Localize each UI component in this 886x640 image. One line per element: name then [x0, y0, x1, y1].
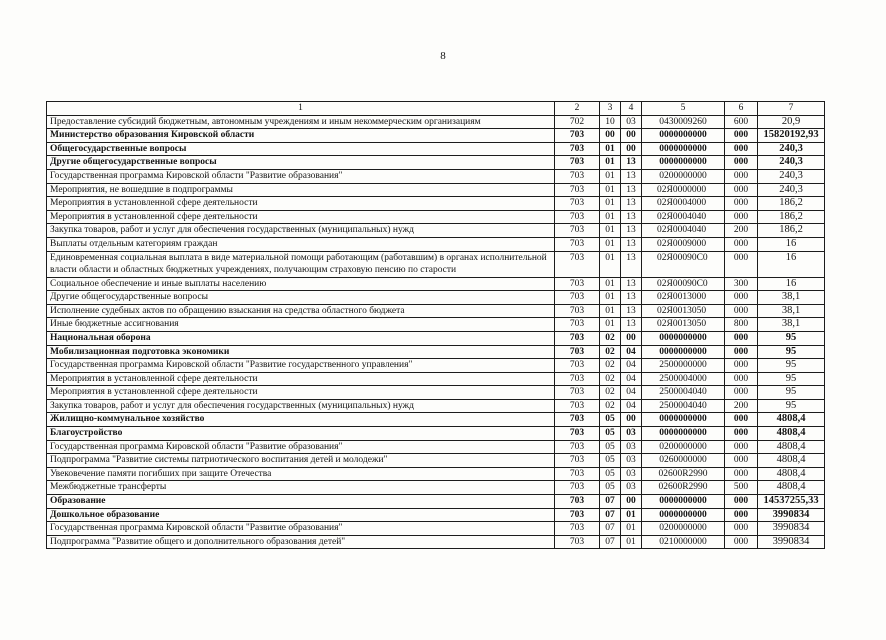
section-code-cell: 02 [600, 359, 621, 373]
subsection-code-cell: 13 [621, 169, 642, 183]
subsection-code-cell: 01 [621, 508, 642, 522]
ministry-code-cell: 703 [555, 399, 600, 413]
section-code-cell: 02 [600, 331, 621, 345]
budget-item-name-cell: Мероприятия в установленной сфере деятельности [47, 197, 555, 211]
target-article-code-cell: 0200000000 [642, 522, 725, 536]
header-cell: 3 [600, 102, 621, 116]
ministry-code-cell: 703 [555, 386, 600, 400]
amount-cell: 38,1 [758, 304, 825, 318]
expense-type-code-cell: 000 [725, 156, 758, 170]
target-article-code-cell: 0000000000 [642, 413, 725, 427]
budget-item-name-cell: Мобилизационная подготовка экономики [47, 345, 555, 359]
table-row [47, 454, 825, 468]
section-code-cell: 07 [600, 522, 621, 536]
target-article-code-cell: 0000000000 [642, 427, 725, 441]
budget-item-name-cell: Другие общегосударственные вопросы [47, 291, 555, 305]
target-article-code-cell: 0000000000 [642, 508, 725, 522]
budget-item-name-cell: Мероприятия, не вошедшие в подпрограммы [47, 183, 555, 197]
budget-item-name-cell: Другие общегосударственные вопросы [47, 156, 555, 170]
budget-item-name-cell: Исполнение судебных актов по обращению взыскания на средства областного бюджета [47, 304, 555, 318]
section-code-cell: 01 [600, 304, 621, 318]
amount-cell: 15820192,93 [758, 129, 825, 143]
expense-type-code-cell: 000 [725, 522, 758, 536]
ministry-code-cell: 703 [555, 129, 600, 143]
table-row [47, 440, 825, 454]
budget-table [46, 101, 825, 549]
expense-type-code-cell: 600 [725, 115, 758, 129]
expense-type-code-cell: 000 [725, 237, 758, 251]
budget-item-name-cell: Государственная программа Кировской области "Развитие образования" [47, 522, 555, 536]
budget-item-name-cell: Образование [47, 495, 555, 509]
subsection-code-cell: 03 [621, 481, 642, 495]
header-cell: 4 [621, 102, 642, 116]
expense-type-code-cell: 000 [725, 413, 758, 427]
subsection-code-cell: 00 [621, 331, 642, 345]
ministry-code-cell: 703 [555, 197, 600, 211]
section-code-cell: 01 [600, 156, 621, 170]
amount-cell: 3990834 [758, 535, 825, 549]
table-row [47, 142, 825, 156]
subsection-code-cell: 13 [621, 291, 642, 305]
amount-cell: 95 [758, 399, 825, 413]
table-row [47, 372, 825, 386]
section-code-cell: 05 [600, 413, 621, 427]
subsection-code-cell: 04 [621, 372, 642, 386]
target-article-code-cell: 0000000000 [642, 129, 725, 143]
amount-cell: 240,3 [758, 169, 825, 183]
subsection-code-cell: 04 [621, 359, 642, 373]
target-article-code-cell: 02Я0009000 [642, 237, 725, 251]
amount-cell: 4808,4 [758, 427, 825, 441]
amount-cell: 3990834 [758, 508, 825, 522]
ministry-code-cell: 703 [555, 291, 600, 305]
header-cell: 1 [47, 102, 555, 116]
amount-cell: 4808,4 [758, 440, 825, 454]
table-row [47, 331, 825, 345]
expense-type-code-cell: 000 [725, 210, 758, 224]
expense-type-code-cell: 000 [725, 169, 758, 183]
section-code-cell: 01 [600, 237, 621, 251]
subsection-code-cell: 03 [621, 115, 642, 129]
amount-cell: 4808,4 [758, 413, 825, 427]
budget-item-name-cell: Благоустройство [47, 427, 555, 441]
expense-type-code-cell: 200 [725, 224, 758, 238]
table-row [47, 291, 825, 305]
expense-type-code-cell: 000 [725, 304, 758, 318]
target-article-code-cell: 0430009260 [642, 115, 725, 129]
expense-type-code-cell: 000 [725, 331, 758, 345]
ministry-code-cell: 703 [555, 304, 600, 318]
subsection-code-cell: 01 [621, 522, 642, 536]
section-code-cell: 01 [600, 291, 621, 305]
amount-cell: 95 [758, 331, 825, 345]
target-article-code-cell: 0000000000 [642, 142, 725, 156]
section-code-cell: 01 [600, 277, 621, 291]
section-code-cell: 05 [600, 427, 621, 441]
table-header-row [47, 102, 825, 116]
expense-type-code-cell: 300 [725, 277, 758, 291]
section-code-cell: 02 [600, 386, 621, 400]
section-code-cell: 05 [600, 440, 621, 454]
budget-item-name-cell: Жилищно-коммунальное хозяйство [47, 413, 555, 427]
ministry-code-cell: 703 [555, 345, 600, 359]
amount-cell: 186,2 [758, 197, 825, 211]
section-code-cell: 01 [600, 224, 621, 238]
amount-cell: 95 [758, 386, 825, 400]
subsection-code-cell: 00 [621, 495, 642, 509]
table-row [47, 210, 825, 224]
subsection-code-cell: 03 [621, 440, 642, 454]
budget-item-name-cell: Социальное обеспечение и иные выплаты населению [47, 277, 555, 291]
subsection-code-cell: 04 [621, 345, 642, 359]
table-row [47, 277, 825, 291]
expense-type-code-cell: 800 [725, 318, 758, 332]
target-article-code-cell: 2500004040 [642, 399, 725, 413]
amount-cell: 240,3 [758, 142, 825, 156]
target-article-code-cell: 2500004000 [642, 372, 725, 386]
table-row [47, 535, 825, 549]
ministry-code-cell: 703 [555, 169, 600, 183]
budget-item-name-cell: Закупка товаров, работ и услуг для обеспечения государственных (муниципальных) нужд [47, 224, 555, 238]
target-article-code-cell: 0000000000 [642, 345, 725, 359]
expense-type-code-cell: 000 [725, 197, 758, 211]
budget-table-body [47, 115, 825, 549]
budget-item-name-cell: Предоставление субсидий бюджетным, автономным учреждениям и иным некоммерческим организациям [47, 115, 555, 129]
target-article-code-cell: 0210000000 [642, 535, 725, 549]
amount-cell: 38,1 [758, 291, 825, 305]
subsection-code-cell: 13 [621, 210, 642, 224]
amount-cell: 4808,4 [758, 467, 825, 481]
header-cell: 5 [642, 102, 725, 116]
ministry-code-cell: 703 [555, 251, 600, 277]
ministry-code-cell: 703 [555, 237, 600, 251]
ministry-code-cell: 703 [555, 413, 600, 427]
amount-cell: 38,1 [758, 318, 825, 332]
section-code-cell: 02 [600, 345, 621, 359]
ministry-code-cell: 703 [555, 508, 600, 522]
target-article-code-cell: 02Я0004040 [642, 224, 725, 238]
amount-cell: 4808,4 [758, 454, 825, 468]
expense-type-code-cell: 000 [725, 359, 758, 373]
subsection-code-cell: 13 [621, 318, 642, 332]
table-row [47, 197, 825, 211]
table-row [47, 115, 825, 129]
target-article-code-cell: 02Я0004000 [642, 197, 725, 211]
budget-item-name-cell: Выплаты отдельным категориям граждан [47, 237, 555, 251]
section-code-cell: 00 [600, 129, 621, 143]
table-row [47, 359, 825, 373]
subsection-code-cell: 13 [621, 224, 642, 238]
budget-item-name-cell: Подпрограмма "Развитие общего и дополнительного образования детей" [47, 535, 555, 549]
target-article-code-cell: 0200000000 [642, 440, 725, 454]
table-row [47, 522, 825, 536]
target-article-code-cell: 0000000000 [642, 156, 725, 170]
subsection-code-cell: 13 [621, 237, 642, 251]
target-article-code-cell: 02Я0013050 [642, 318, 725, 332]
target-article-code-cell: 0260000000 [642, 454, 725, 468]
ministry-code-cell: 703 [555, 224, 600, 238]
table-row [47, 508, 825, 522]
amount-cell: 20,9 [758, 115, 825, 129]
ministry-code-cell: 703 [555, 331, 600, 345]
target-article-code-cell: 02Я0000000 [642, 183, 725, 197]
expense-type-code-cell: 000 [725, 495, 758, 509]
section-code-cell: 05 [600, 481, 621, 495]
budget-item-name-cell: Подпрограмма "Развитие системы патриотического воспитания детей и молодежи" [47, 454, 555, 468]
budget-item-name-cell: Государственная программа Кировской области "Развитие государственного управления" [47, 359, 555, 373]
expense-type-code-cell: 000 [725, 183, 758, 197]
amount-cell: 16 [758, 251, 825, 277]
section-code-cell: 01 [600, 197, 621, 211]
section-code-cell: 01 [600, 183, 621, 197]
amount-cell: 95 [758, 359, 825, 373]
section-code-cell: 01 [600, 142, 621, 156]
table-row [47, 481, 825, 495]
section-code-cell: 01 [600, 169, 621, 183]
subsection-code-cell: 04 [621, 399, 642, 413]
header-cell: 2 [555, 102, 600, 116]
expense-type-code-cell: 000 [725, 386, 758, 400]
ministry-code-cell: 703 [555, 467, 600, 481]
table-row [47, 413, 825, 427]
expense-type-code-cell: 000 [725, 454, 758, 468]
subsection-code-cell: 13 [621, 304, 642, 318]
section-code-cell: 05 [600, 454, 621, 468]
subsection-code-cell: 13 [621, 156, 642, 170]
target-article-code-cell: 2500004040 [642, 386, 725, 400]
ministry-code-cell: 703 [555, 427, 600, 441]
expense-type-code-cell: 000 [725, 291, 758, 305]
ministry-code-cell: 703 [555, 372, 600, 386]
subsection-code-cell: 13 [621, 183, 642, 197]
amount-cell: 186,2 [758, 210, 825, 224]
expense-type-code-cell: 000 [725, 142, 758, 156]
expense-type-code-cell: 000 [725, 535, 758, 549]
page-number: 8 [440, 50, 446, 62]
amount-cell: 240,3 [758, 183, 825, 197]
table-row [47, 156, 825, 170]
expense-type-code-cell: 000 [725, 129, 758, 143]
target-article-code-cell: 0000000000 [642, 495, 725, 509]
budget-item-name-cell: Единовременная социальная выплата в виде материальной помощи работающим (работавшим) в органах исполнительной власти области и областных бюджетных учреждениях, получающим страховую пенсию по старости [47, 251, 555, 277]
ministry-code-cell: 703 [555, 210, 600, 224]
table-row [47, 304, 825, 318]
expense-type-code-cell: 000 [725, 372, 758, 386]
target-article-code-cell: 02Я0013000 [642, 291, 725, 305]
budget-item-name-cell: Межбюджетные трансферты [47, 481, 555, 495]
target-article-code-cell: 2500000000 [642, 359, 725, 373]
ministry-code-cell: 703 [555, 183, 600, 197]
ministry-code-cell: 703 [555, 142, 600, 156]
ministry-code-cell: 703 [555, 277, 600, 291]
table-row [47, 399, 825, 413]
ministry-code-cell: 703 [555, 318, 600, 332]
target-article-code-cell: 0200000000 [642, 169, 725, 183]
amount-cell: 4808,4 [758, 481, 825, 495]
target-article-code-cell: 02Я00090С0 [642, 277, 725, 291]
expense-type-code-cell: 500 [725, 481, 758, 495]
amount-cell: 186,2 [758, 224, 825, 238]
ministry-code-cell: 703 [555, 522, 600, 536]
amount-cell: 14537255,33 [758, 495, 825, 509]
table-row [47, 251, 825, 277]
amount-cell: 240,3 [758, 156, 825, 170]
table-row [47, 224, 825, 238]
budget-item-name-cell: Увековечение памяти погибших при защите Отечества [47, 467, 555, 481]
budget-item-name-cell: Государственная программа Кировской области "Развитие образования" [47, 440, 555, 454]
expense-type-code-cell: 000 [725, 440, 758, 454]
subsection-code-cell: 00 [621, 142, 642, 156]
amount-cell: 3990834 [758, 522, 825, 536]
target-article-code-cell: 02600R2990 [642, 467, 725, 481]
subsection-code-cell: 00 [621, 413, 642, 427]
table-row [47, 169, 825, 183]
table-row [47, 183, 825, 197]
budget-item-name-cell: Мероприятия в установленной сфере деятельности [47, 372, 555, 386]
table-row [47, 495, 825, 509]
target-article-code-cell: 02Я00090С0 [642, 251, 725, 277]
amount-cell: 16 [758, 237, 825, 251]
target-article-code-cell: 02Я0004040 [642, 210, 725, 224]
table-row [47, 386, 825, 400]
subsection-code-cell: 03 [621, 427, 642, 441]
ministry-code-cell: 702 [555, 115, 600, 129]
budget-item-name-cell: Министерство образования Кировской области [47, 129, 555, 143]
budget-item-name-cell: Общегосударственные вопросы [47, 142, 555, 156]
target-article-code-cell: 02Я0013050 [642, 304, 725, 318]
ministry-code-cell: 703 [555, 359, 600, 373]
expense-type-code-cell: 000 [725, 467, 758, 481]
expense-type-code-cell: 000 [725, 508, 758, 522]
section-code-cell: 01 [600, 318, 621, 332]
budget-item-name-cell: Национальная оборона [47, 331, 555, 345]
section-code-cell: 01 [600, 210, 621, 224]
subsection-code-cell: 04 [621, 386, 642, 400]
section-code-cell: 07 [600, 508, 621, 522]
expense-type-code-cell: 000 [725, 427, 758, 441]
amount-cell: 16 [758, 277, 825, 291]
table-row [47, 427, 825, 441]
expense-type-code-cell: 000 [725, 251, 758, 277]
amount-cell: 95 [758, 372, 825, 386]
section-code-cell: 07 [600, 495, 621, 509]
section-code-cell: 10 [600, 115, 621, 129]
budget-item-name-cell: Государственная программа Кировской области "Развитие образования" [47, 169, 555, 183]
section-code-cell: 07 [600, 535, 621, 549]
budget-item-name-cell: Мероприятия в установленной сфере деятельности [47, 210, 555, 224]
subsection-code-cell: 03 [621, 467, 642, 481]
target-article-code-cell: 02600R2990 [642, 481, 725, 495]
budget-item-name-cell: Иные бюджетные ассигнования [47, 318, 555, 332]
subsection-code-cell: 13 [621, 251, 642, 277]
budget-item-name-cell: Дошкольное образование [47, 508, 555, 522]
subsection-code-cell: 13 [621, 277, 642, 291]
amount-cell: 95 [758, 345, 825, 359]
subsection-code-cell: 01 [621, 535, 642, 549]
subsection-code-cell: 13 [621, 197, 642, 211]
budget-item-name-cell: Закупка товаров, работ и услуг для обеспечения государственных (муниципальных) нужд [47, 399, 555, 413]
table-row [47, 129, 825, 143]
ministry-code-cell: 703 [555, 535, 600, 549]
expense-type-code-cell: 200 [725, 399, 758, 413]
budget-item-name-cell: Мероприятия в установленной сфере деятельности [47, 386, 555, 400]
section-code-cell: 01 [600, 251, 621, 277]
header-cell: 7 [758, 102, 825, 116]
table-row [47, 467, 825, 481]
expense-type-code-cell: 000 [725, 345, 758, 359]
section-code-cell: 05 [600, 467, 621, 481]
ministry-code-cell: 703 [555, 156, 600, 170]
section-code-cell: 02 [600, 372, 621, 386]
ministry-code-cell: 703 [555, 454, 600, 468]
ministry-code-cell: 703 [555, 481, 600, 495]
table-row [47, 318, 825, 332]
header-cell: 6 [725, 102, 758, 116]
table-row [47, 345, 825, 359]
ministry-code-cell: 703 [555, 495, 600, 509]
subsection-code-cell: 03 [621, 454, 642, 468]
subsection-code-cell: 00 [621, 129, 642, 143]
ministry-code-cell: 703 [555, 440, 600, 454]
section-code-cell: 02 [600, 399, 621, 413]
table-row [47, 237, 825, 251]
target-article-code-cell: 0000000000 [642, 331, 725, 345]
